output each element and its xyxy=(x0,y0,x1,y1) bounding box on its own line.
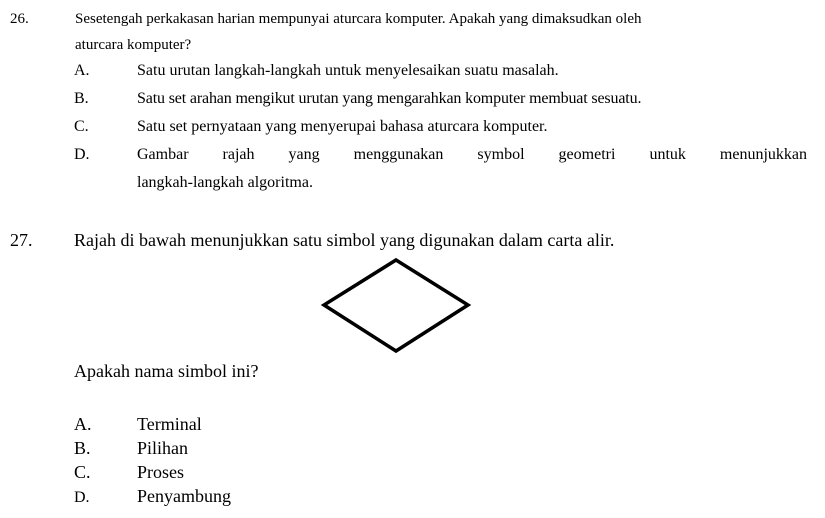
question-27-stem: Rajah di bawah menunjukkan satu simbol yang digunakan dalam carta alir. xyxy=(74,230,615,250)
question-27-option-d-letter: D. xyxy=(74,489,90,506)
question-26-option-b-text: Satu set arahan mengikut urutan yang mengarahkan komputer membuat sesuatu. xyxy=(137,90,642,107)
question-26-option-d-text-line2: langkah-langkah algoritma. xyxy=(137,174,313,191)
question-26-number: 26. xyxy=(10,11,29,27)
question-27-option-b-text: Pilihan xyxy=(137,438,189,458)
question-27-option-d-text: Penyambung xyxy=(137,486,231,506)
question-27-option-a-letter: A. xyxy=(74,414,92,434)
question-27-option-c-letter: C. xyxy=(74,462,91,482)
question-27-option-c-text: Proses xyxy=(137,462,185,482)
question-26-stem-line1: Sesetengah perkakasan harian mempunyai aturcara komputer. Apakah yang dimaksudkan oleh xyxy=(75,11,642,27)
question-26-stem-line2: aturcara komputer? xyxy=(75,37,192,53)
question-26-option-b-letter: B. xyxy=(74,90,89,107)
question-26-option-c-letter: C. xyxy=(74,118,89,135)
question-26-option-d-text: Gambar rajah yang menggunakan symbol geometri untuk menunjukkan xyxy=(137,146,807,163)
question-27-question: Apakah nama simbol ini? xyxy=(74,361,259,381)
question-26-option-a-text: Satu urutan langkah-langkah untuk menyelesaikan suatu masalah. xyxy=(137,62,559,79)
question-26-option-a-letter: A. xyxy=(74,62,90,79)
question-26-option-d-letter: D. xyxy=(74,146,90,163)
decision-diamond-symbol xyxy=(318,256,474,356)
question-27-option-a-text: Terminal xyxy=(137,414,202,434)
question-27-option-b-letter: B. xyxy=(74,438,91,458)
question-26-option-c-text: Satu set pernyataan yang menyerupai bahasa aturcara komputer. xyxy=(137,118,548,135)
question-27-number: 27. xyxy=(10,230,33,250)
